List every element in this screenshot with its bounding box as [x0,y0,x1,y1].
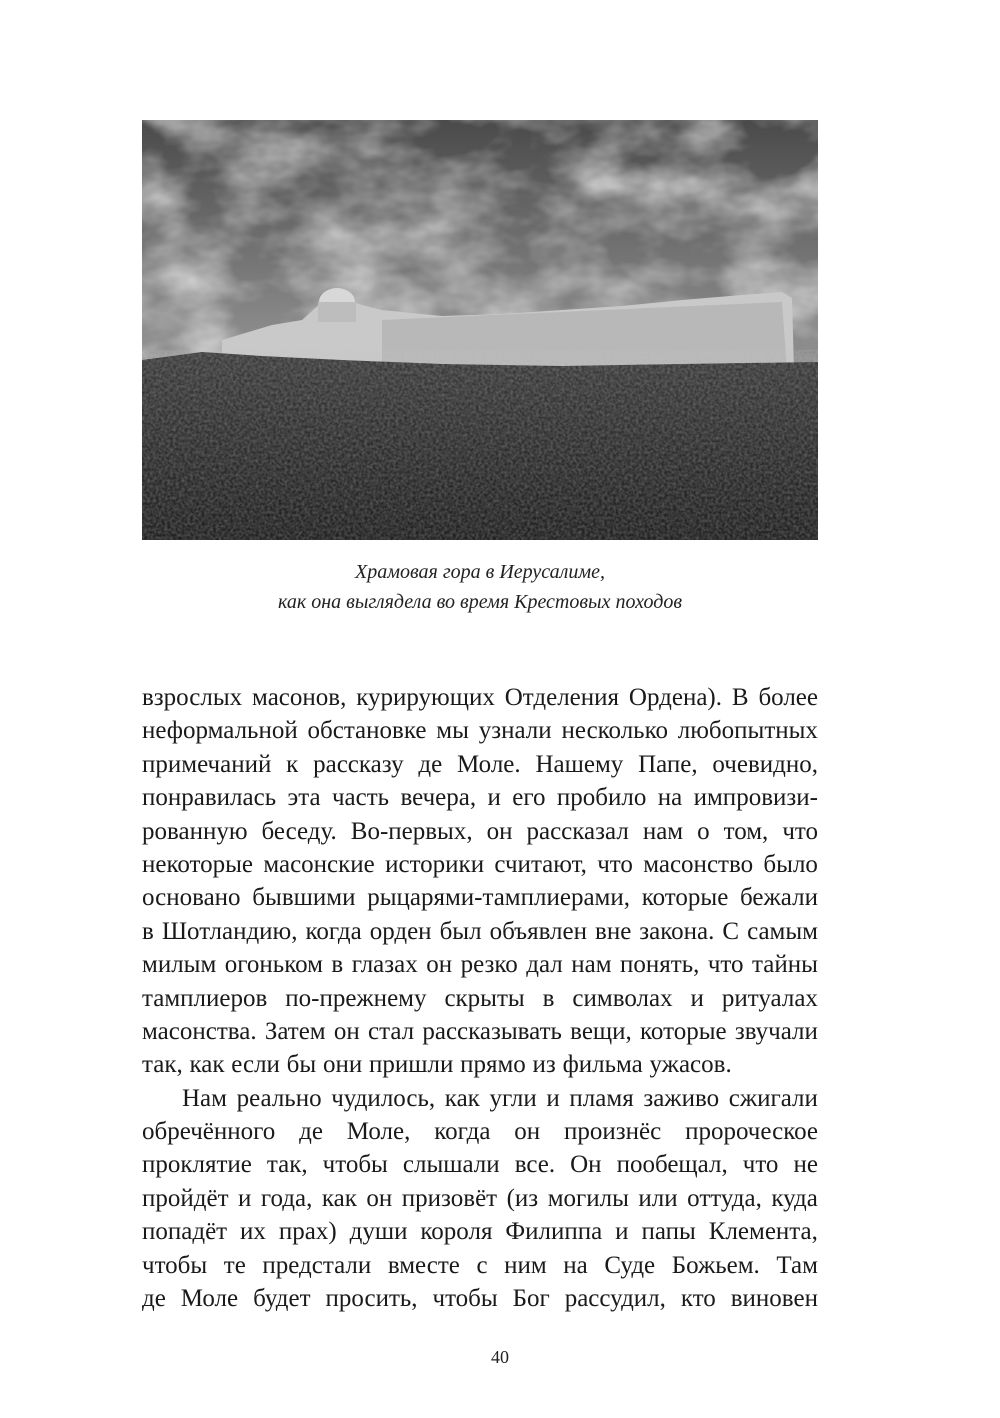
word: пройдёт [142,1184,229,1212]
word: самым [747,917,818,945]
word: Моле, [346,1118,411,1146]
word: объявлен [489,917,588,945]
word: некоторые [142,850,254,878]
word: кто [680,1285,716,1313]
word: Филиппа [505,1218,603,1246]
word: что [742,1151,779,1179]
word: так, [266,1151,308,1179]
word: закона. [639,917,715,945]
word: души [349,1218,408,1246]
word: тамплиеров [142,984,268,1012]
word: резко [460,951,518,979]
word: Ордена). [628,684,722,711]
word: вещи, [570,1017,632,1045]
text-line [142,1249,818,1282]
word: пообещал, [616,1151,728,1179]
word: и [546,1084,560,1112]
word: проклятие [142,1151,252,1179]
word: что [597,850,633,878]
word: вне [595,917,632,945]
word: или [638,1184,678,1212]
word: пришли [368,1051,454,1079]
word: пророческое [685,1118,818,1146]
word: узнали [478,717,552,745]
word: понять, [620,951,700,979]
word: Во-первых, [350,817,473,845]
word: слышали [402,1151,500,1179]
word: (из [506,1184,539,1212]
word: куда [771,1184,818,1212]
word: ритуалах [721,984,818,1012]
word: Отделения [504,684,620,711]
word: нам [642,817,684,845]
word: Он [570,1151,602,1179]
text-line [142,815,818,848]
word: так, [142,1051,183,1079]
text-line [142,748,818,781]
word: масонские [263,850,375,878]
word: был [439,917,482,945]
page-number: 40 [491,1347,509,1367]
word: рассказал [526,817,629,845]
word: реально [236,1084,322,1112]
word: Моле. [457,750,521,778]
word: масонства. [142,1017,257,1045]
word: короля [420,1218,493,1246]
word: когда [305,917,362,945]
word: очевидно, [712,750,818,778]
text-line [142,1082,818,1115]
word: символах [572,984,673,1012]
word: как [189,1051,225,1079]
word: чтобы [322,1151,388,1179]
word: огоньком [224,951,323,979]
word: импровизи- [693,784,818,812]
word: чтобы [142,1251,208,1279]
word: де [299,1118,323,1146]
word: и [487,784,501,812]
word: неформальной [142,717,298,745]
word: что [707,951,744,979]
word: основано [142,884,241,912]
word: обстановке [307,717,427,745]
word: вечера, [400,784,477,812]
word: рассудил, [564,1285,666,1313]
word: он [486,817,513,845]
word: рассказывать [422,1017,562,1045]
word: предстали [262,1251,372,1279]
text-line [142,1115,818,1148]
word: прах) [278,1218,337,1246]
word: несколько [561,717,668,745]
word: в [542,984,555,1012]
word: и [615,1218,629,1246]
word: и [238,1184,252,1212]
text-line [142,881,818,914]
word: о [697,817,710,845]
word: глазах [351,951,418,979]
word: беседу. [261,817,337,845]
text-line [142,1215,818,1248]
word: пламя [569,1084,634,1112]
word: В [731,684,749,711]
word: бы [286,1051,317,1079]
text-line [142,915,818,948]
word: в [331,951,344,979]
text-line [142,714,818,747]
word: его [512,784,546,812]
word: по-прежнему [285,984,427,1012]
word: понравилась [142,784,277,812]
word: примечаний [142,750,272,778]
word: ужасов. [649,1051,732,1079]
word: будет [253,1285,311,1313]
word: было [763,850,818,878]
word: Божьем. [671,1251,760,1279]
word: часть [331,784,390,812]
temple-mount-photo [142,120,818,540]
word: Папе, [638,750,698,778]
word: взрослых [142,684,243,711]
word: эта [287,784,321,812]
word: бывшими [252,884,356,912]
word: и [690,984,704,1012]
word: года, [260,1184,313,1212]
word: он [514,1118,541,1146]
word: звучали [734,1017,818,1045]
word: виновен [730,1285,818,1313]
word: они [322,1051,363,1079]
word: масонов, [252,684,347,711]
word: он [366,1184,393,1212]
word: те [223,1251,246,1279]
figure-caption-line-2: как она выглядела во время Крестовых походов [278,591,682,613]
word: что [782,817,818,845]
word: папы [641,1218,696,1246]
word: Шотландию, [161,917,298,945]
figure-caption-line-1: Храмовая гора в Иерусалиме, [355,561,605,583]
word: могилы [547,1184,629,1212]
word: любопытных [677,717,818,745]
word: с [476,1251,488,1279]
word: стал [368,1017,415,1045]
word: де [418,750,443,778]
word: более [758,684,818,711]
word: орден [369,917,432,945]
word: Нашему [535,750,624,778]
text-line [142,1282,818,1315]
text-line [142,848,818,881]
word: призовёт [401,1184,498,1212]
word: оттуда, [687,1184,762,1212]
word: угли [489,1084,537,1112]
word: С [722,917,740,945]
word: рыцарями-тамплиерами, [367,884,631,912]
word: рованную [142,817,248,845]
text-line [142,1148,818,1181]
word: Затем [264,1017,326,1045]
word: Клемента, [708,1218,818,1246]
text-line [142,948,818,981]
word: дал [526,951,563,979]
text-line [142,1015,818,1048]
word: сжигали [728,1084,818,1112]
word: которые [641,884,729,912]
word: пробило [556,784,647,812]
word: к [286,750,299,778]
word: в [142,917,154,945]
word: масонство [643,850,754,878]
word: тайны [752,951,818,979]
word: просить, [325,1285,418,1313]
word: вместе [387,1251,460,1279]
text-line [142,681,818,714]
word: произнёс [564,1118,662,1146]
word: Нам [182,1084,227,1112]
text-line [142,982,818,1015]
word: не [793,1151,818,1179]
word: Моле [180,1285,239,1313]
text-line [142,781,818,814]
word: он [333,1017,360,1045]
word: ним [504,1251,547,1279]
word: когда [434,1118,491,1146]
text-line [142,1182,818,1215]
word: нам [571,951,612,979]
word: Там [776,1251,818,1279]
word: если [231,1051,280,1079]
word: на [657,784,683,812]
word: их [240,1218,266,1246]
word: считают, [494,850,587,878]
word: историки [385,850,485,878]
word: как [444,1084,480,1112]
word: милым [142,951,217,979]
word: из [532,1051,556,1079]
word: заживо [643,1084,720,1112]
text-line [142,1048,818,1081]
word: все. [514,1151,556,1179]
word: как [321,1184,357,1212]
word: Суде [604,1251,656,1279]
word: скрыты [444,984,525,1012]
word: на [563,1251,588,1279]
word: чудилось, [331,1084,436,1112]
word: которые [640,1017,727,1045]
word: рассказу [313,750,404,778]
word: обречённого [142,1118,276,1146]
word: фильма [562,1051,643,1079]
word: попадёт [142,1218,228,1246]
word: мы [436,717,469,745]
word: де [142,1285,166,1313]
word: бежали [740,884,818,912]
body-text [142,681,818,1315]
word: чтобы [432,1285,498,1313]
word: он [426,951,453,979]
word: том, [723,817,769,845]
word: курирующих [356,684,495,711]
word: прямо [460,1051,526,1079]
word: Бог [512,1285,550,1313]
